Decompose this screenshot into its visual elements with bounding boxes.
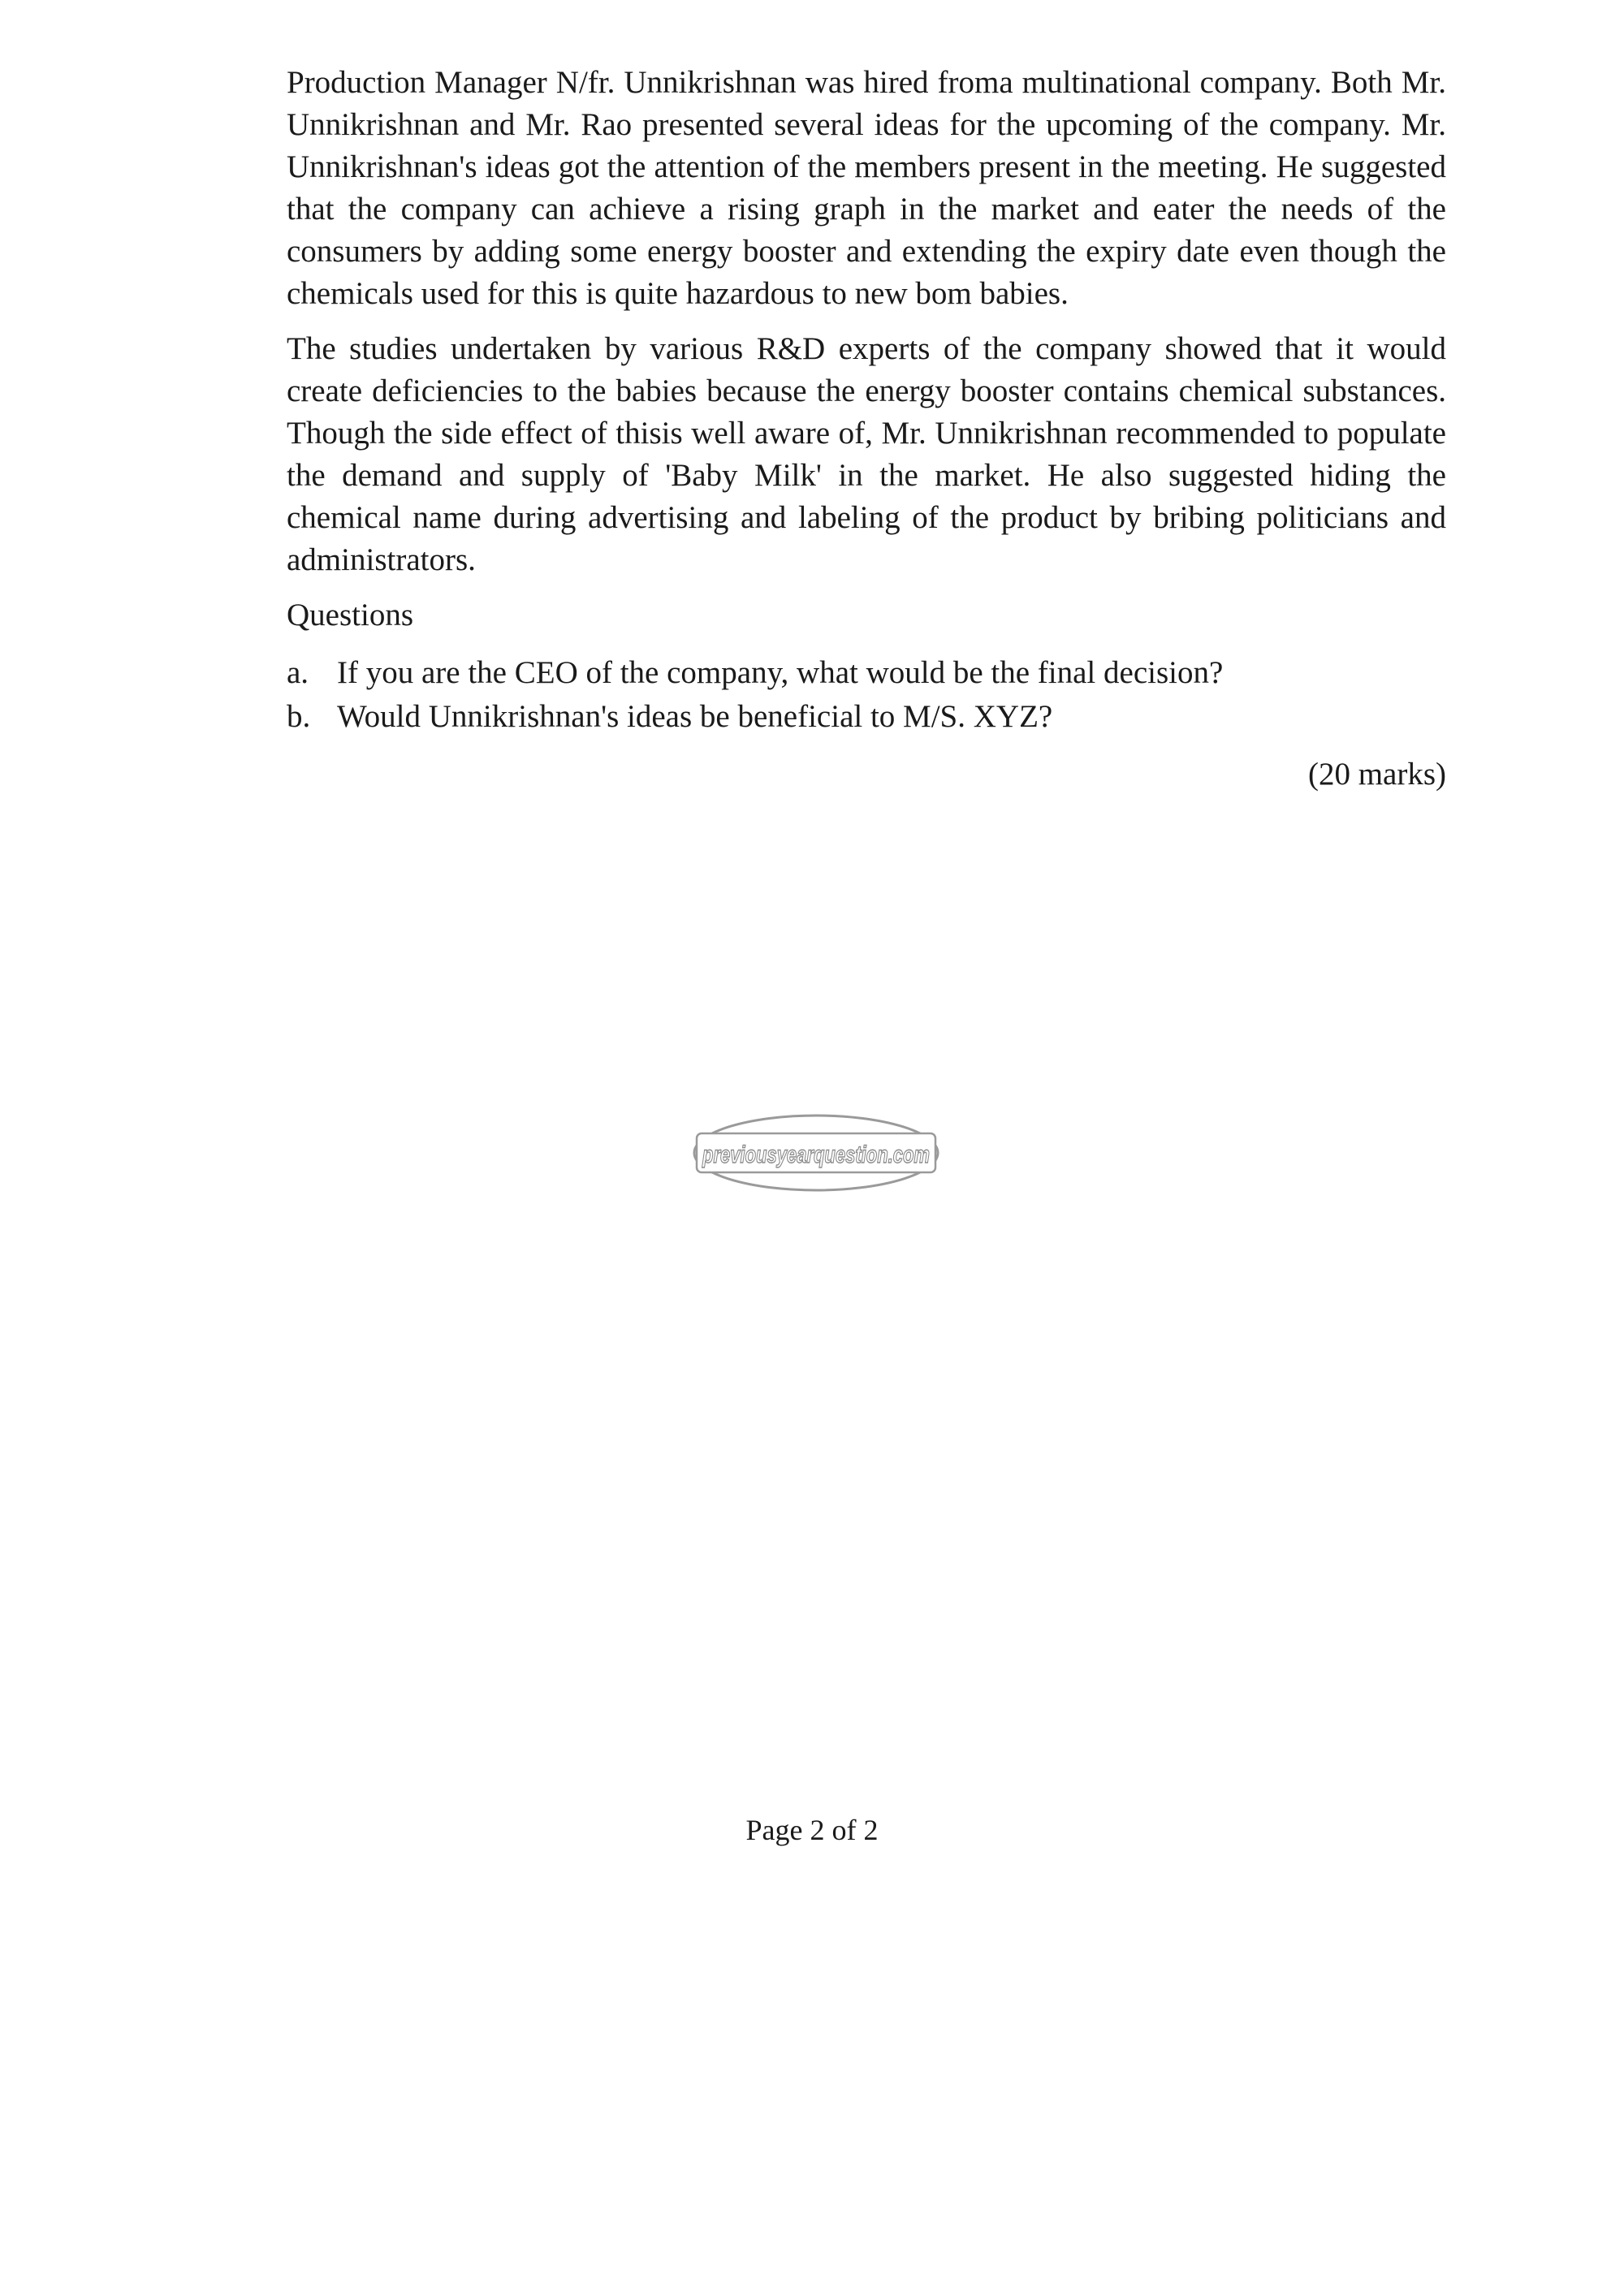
page-number: Page 2 of 2 (745, 1814, 879, 1846)
question-text: If you are the CEO of the company, what would be the final decision? (337, 655, 1224, 690)
watermark-text: previousyearquestion.com (702, 1142, 930, 1168)
questions-heading: Questions (287, 598, 413, 632)
document-body (287, 62, 1446, 796)
question-marker: b. (287, 699, 311, 734)
question-marker: a. (287, 655, 309, 690)
question-text: Would Unnikrishnan's ideas be beneficial to M/S. XYZ? (337, 699, 1053, 734)
case-paragraph-2: The studies undertaken by various R&D experts of the company showed that it would create deficiencies to the babies because the energy booster contains chemical substances. Though the side effect of thisis well aware of, Mr. Unnikrishnan recommended to populate the demand and supply of 'Baby Milk' in the market. He also suggested hiding the chemical name during advertising and labeling of the product by bribing politicians and administrators. (287, 331, 1446, 577)
case-paragraph-1: Production Manager N/fr. Unnikrishnan was hired froma multinational company. Both Mr. Unnikrishnan and Mr. Rao presented several ideas for the upcoming of the company. Mr. Unnikrishnan's ideas got the attention of the members present in the meeting. He suggested that the company can achieve a rising graph in the market and eater the needs of the consumers by adding some energy booster and extending the expiry date even though the chemicals used for this is quite hazardous to new bom babies. (287, 65, 1446, 311)
question-item-b (287, 695, 1446, 739)
question-list (287, 651, 1446, 739)
question-item-a (287, 651, 1446, 695)
marks-label: (20 marks) (1307, 757, 1446, 792)
watermark-logo (690, 1112, 942, 1193)
